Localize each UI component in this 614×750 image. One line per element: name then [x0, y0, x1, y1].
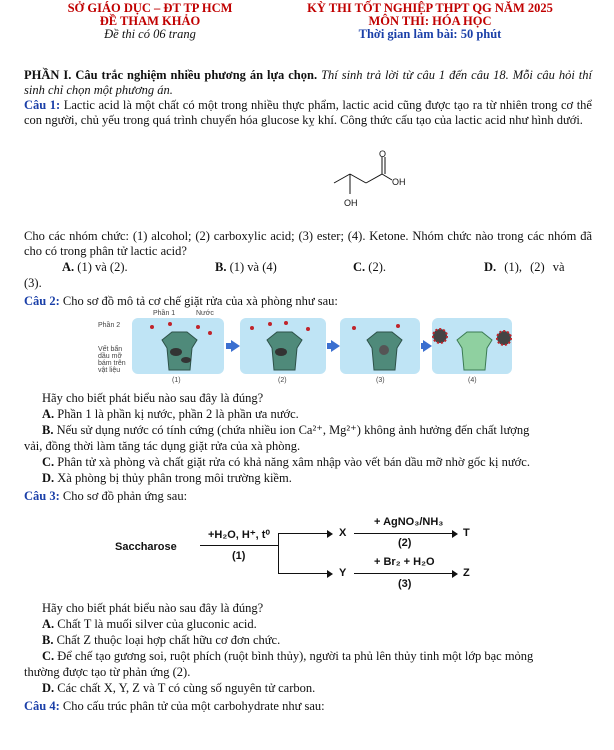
scheme-cond3: + Br₂ + H₂O — [374, 556, 435, 568]
fig-stage-2: (2) — [278, 377, 287, 384]
q1-option-a-key: A. — [62, 260, 75, 274]
fig-label-stain: Vết bẩn dầu mỡ bám trên vật liệu — [98, 346, 126, 374]
q1-option-d-key: D. — [484, 260, 497, 274]
q3-option-d-key: D. — [42, 681, 55, 695]
scheme-start: Saccharose — [115, 541, 177, 553]
q1-option-a-text: (1) và (2). — [77, 260, 128, 274]
scheme-step3: (3) — [398, 578, 412, 590]
q2-option-c-key: C. — [42, 455, 55, 469]
question-4-label: Câu 4: — [24, 699, 60, 713]
scheme-cond2: + AgNO₃/NH₃ — [374, 516, 444, 528]
q3-option-a-key: A. — [42, 617, 55, 631]
q3-option-b-key: B. — [42, 633, 54, 647]
question-3-stem: Hãy cho biết phát biểu nào sau đây là đúng? — [42, 601, 264, 615]
fig-stage-1: (1) — [172, 377, 181, 384]
q2-option-b-wrap: vải, đồng thời làm tăng tác dụng giặt rửa của xà phòng. — [24, 439, 301, 453]
scheme-step1: (1) — [232, 550, 246, 562]
q2-option-d-key: D. — [42, 471, 55, 485]
mol-oh-label-2: OH — [344, 198, 358, 208]
header-left — [50, 2, 250, 41]
q2-option-a-text: Phần 1 là phần kị nước, phần 2 là phần ưa nước. — [57, 407, 299, 421]
fig-label-water: Nước — [196, 310, 214, 317]
q3-option-b — [42, 633, 280, 648]
q3-option-a-text: Chất T là muối silver của gluconic acid. — [57, 617, 257, 631]
exam-type: ĐỀ THAM KHẢO — [99, 14, 201, 28]
header-right — [260, 2, 600, 41]
q2-option-b — [42, 423, 529, 438]
question-2-stem: Hãy cho biết phát biểu nào sau đây là đúng? — [42, 391, 264, 405]
q3-option-a — [42, 617, 257, 632]
page-count: Đề thi có 06 trang — [104, 27, 196, 41]
part1-instruction: Thí sinh trả lời từ câu 1 đến câu 18. Mỗi câu hỏi thí sinh chỉ chọn một phương án. — [24, 68, 592, 97]
fig-stage-4: (4) — [468, 377, 477, 384]
fig-label-part2: Phần 2 — [98, 322, 121, 329]
lactic-acid-structure — [330, 147, 400, 213]
scheme-t: T — [463, 527, 470, 539]
question-3-label: Câu 3: — [24, 489, 60, 503]
question-1-body: Lactic acid là một chất có một trong nhiều thực phẩm, lactic acid cũng được tạo ra từ nhiên trong cơ thể con người, chủ yếu trong quá trình chuyển hóa glucose kỵ khí. Công thức cấu tạo của lactic acid như hình dưới. — [24, 98, 592, 127]
q1-option-d — [484, 260, 565, 275]
q3-option-c-key: C. — [42, 649, 55, 663]
exam-title: KỲ THI TỐT NGHIỆP THPT QG NĂM 2025 — [307, 1, 553, 15]
scheme-step2: (2) — [398, 537, 412, 549]
scheme-x: X — [339, 527, 347, 539]
q2-option-a-key: A. — [42, 407, 55, 421]
question-4-body: Cho cấu trúc phân tử của một carbohydrate như sau: — [62, 699, 325, 713]
question-1-stem: Cho các nhóm chức: (1) alcohol; (2) carboxylic acid; (3) ester; (4). Ketone. Nhóm chức nào trong các nhóm đã cho có trong phân tử lactic acid? — [24, 229, 592, 258]
question-4-text — [24, 699, 592, 714]
q3-option-d-text: Các chất X, Y, Z và T có cùng số nguyên tử carbon. — [57, 681, 316, 695]
q2-option-c — [42, 455, 530, 470]
scheme-cond1: +H₂O, H⁺, t⁰ — [208, 529, 270, 541]
subject: MÔN THI: HÓA HỌC — [368, 14, 492, 28]
q2-option-a — [42, 407, 299, 422]
q2-option-b-text: Nếu sử dụng nước có tính cứng (chứa nhiều ion Ca²⁺, Mg²⁺) không ảnh hưởng đến chất lượng — [56, 423, 530, 437]
q1-option-c-text: (2). — [368, 260, 386, 274]
department-name: SỞ GIÁO DỤC – ĐT TP HCM — [67, 1, 233, 15]
exam-header — [0, 2, 614, 46]
part1-heading — [24, 68, 592, 98]
q3-option-c-wrap: thường được tạo từ phản ứng (2). — [24, 665, 191, 679]
q1-option-d-text: (1), (2) và — [504, 260, 565, 274]
fig-label-part1: Phần 1 — [153, 310, 176, 317]
q1-option-d-wrap: (3). — [24, 276, 42, 290]
q1-option-b-text: (1) và (4) — [229, 260, 277, 274]
q3-option-b-text: Chất Z thuộc loại hợp chất hữu cơ đơn chức. — [56, 633, 281, 647]
question-3-body: Cho sơ đồ phản ứng sau: — [62, 489, 188, 503]
scheme-y: Y — [339, 567, 347, 579]
q3-option-d — [42, 681, 315, 696]
q1-option-a — [62, 260, 128, 275]
question-2-text — [24, 294, 592, 309]
duration: Thời gian làm bài: 50 phút — [358, 27, 502, 41]
q1-option-c — [353, 260, 386, 275]
q2-option-c-text: Phân tử xà phòng và chất giặt rửa có khả năng xâm nhập vào vết bán dầu mỡ nhờ gốc kị nước. — [57, 455, 530, 469]
mol-oxygen-label: O — [379, 149, 387, 159]
q2-option-b-key: B. — [42, 423, 54, 437]
q2-option-d — [42, 471, 292, 486]
q3-option-c-text: Để chế tạo gương soi, ruột phích (ruột bình thủy), người ta phủ lên thủy tinh một lớp bạc mỏng — [57, 649, 534, 663]
q1-option-c-key: C. — [353, 260, 366, 274]
question-2-label: Câu 2: — [24, 294, 60, 308]
q2-option-d-text: Xà phòng bị thủy phân trong môi trường kiềm. — [57, 471, 292, 485]
q1-option-b-key: B. — [215, 260, 227, 274]
q3-option-c — [42, 649, 533, 664]
question-1-text — [24, 98, 592, 128]
mol-oh-label-1: OH — [392, 177, 406, 187]
question-2-body: Cho sơ đồ mô tả cơ chế giặt rửa của xà phòng như sau: — [62, 294, 338, 308]
garment-illustrations — [132, 318, 512, 374]
q1-option-b — [215, 260, 277, 275]
part1-title: PHẦN I. Câu trắc nghiệm nhiều phương án lựa chọn. — [24, 68, 318, 82]
fig-stage-3: (3) — [376, 377, 385, 384]
scheme-z: Z — [463, 567, 470, 579]
question-1-label: Câu 1: — [24, 98, 61, 112]
question-3-text — [24, 489, 592, 504]
